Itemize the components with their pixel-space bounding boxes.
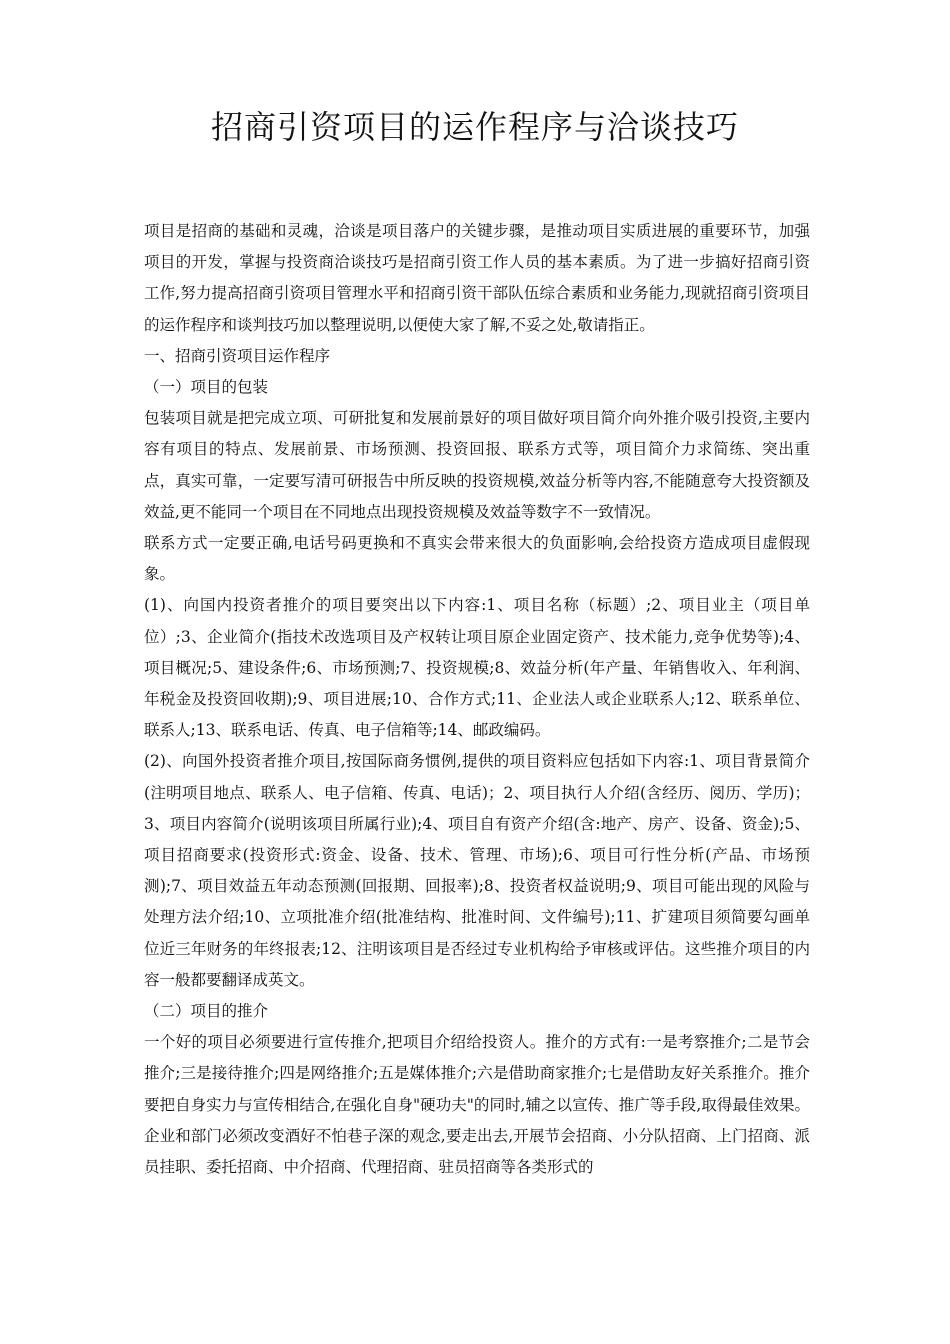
paragraph-promotion: 一个好的项目必须要进行宣传推介,把项目介绍给投资人。推介的方式有:一是考察推介;二是节会推介;三是接待推介;四是网络推介;五是媒体推介;六是借助商家推介;七是借助友好关系推介。推介要把自身实力与宣传相结合,在强化自身"硬功夫"的同时,辅之以宣传、推广等手段,取得最佳效果。企业和部门必须改变酒好不怕巷子深的观念,要走出去,开展节会招商、小分队招商、上门招商、派员挂职、委托招商、中介招商、代理招商、驻员招商等各类形式的 (144, 1033, 810, 1177)
subsection-heading-packaging: （一）项目的包装 (144, 378, 269, 397)
section-heading-1: 一、招商引资项目运作程序 (144, 346, 331, 365)
document-title: 招商引资项目的运作程序与洽谈技巧 (210, 108, 739, 146)
document-body (144, 216, 810, 1183)
paragraph-contact: 联系方式一定要正确,电话号码更换和不真实会带来很大的负面影响,会给投资方造成项目虚假现象。 (144, 534, 810, 584)
paragraph-intro: 项目是招商的基础和灵魂，洽谈是项目落户的关键步骤，是推动项目实质进展的重要环节，加强项目的开发，掌握与投资商洽谈技巧是招商引资工作人员的基本素质。为了进一步搞好招商引资工作,努力提高招商引资项目管理水平和招商引资干部队伍综合素质和业务能力,现就招商引资项目的运作程序和谈判技巧加以整理说明,以便使大家了解,不妥之处,敬请指正。 (144, 222, 810, 334)
paragraph-packaging: 包装项目就是把完成立项、可研批复和发展前景好的项目做好项目简介向外推介吸引投资,主要内容有项目的特点、发展前景、市场预测、投资回报、联系方式等，项目简介力求简练、突出重点，真实可靠，一定要写清可研报告中所反映的投资规模,效益分析等内容,不能随意夸大投资额及效益,更不能同一个项目在不同地点出现投资规模及效益等数字不一致情况。 (144, 409, 810, 521)
paragraph-domestic: (1)、向国内投资者推介的项目要突出以下内容:1、项目名称（标题）;2、项目业主（项目单位）;3、企业简介(指技术改选项目及产权转让项目原企业固定资产、技术能力,竞争优势等);4、项目概况;5、建设条件;6、市场预测;7、投资规模;8、效益分析(年产量、年销售收入、年利润、年税金及投资回收期);9、项目进展;10、合作方式;11、企业法人或企业联系人;12、联系单位、联系人;13、联系电话、传真、电子信箱等;14、邮政编码。 (144, 596, 810, 740)
subsection-heading-promotion: （二）项目的推介 (144, 1002, 269, 1021)
paragraph-foreign: (2)、向国外投资者推介项目,按国际商务惯例,提供的项目资料应包括如下内容:1、项目背景简介(注明项目地点、联系人、电子信箱、传真、电话)；2、项目执行人介绍(含经历、阅历、学历)；3、项目内容简介(说明该项目所属行业);4、项目自有资产介绍(含:地产、房产、设备、资金);5、项目招商要求(投资形式:资金、设备、技术、管理、市场);6、项目可行性分析(产品、市场预测);7、项目效益五年动态预测(回报期、回报率);8、投资者权益说明;9、项目可能出现的风险与处理方法介绍;10、立项批准介绍(批准结构、批准时间、文件编号);11、扩建项目须简要勾画单位近三年财务的年终报表;12、注明该项目是否经过专业机构给予审核或评估。这些推介项目的内容一般都要翻译成英文。 (144, 752, 810, 989)
